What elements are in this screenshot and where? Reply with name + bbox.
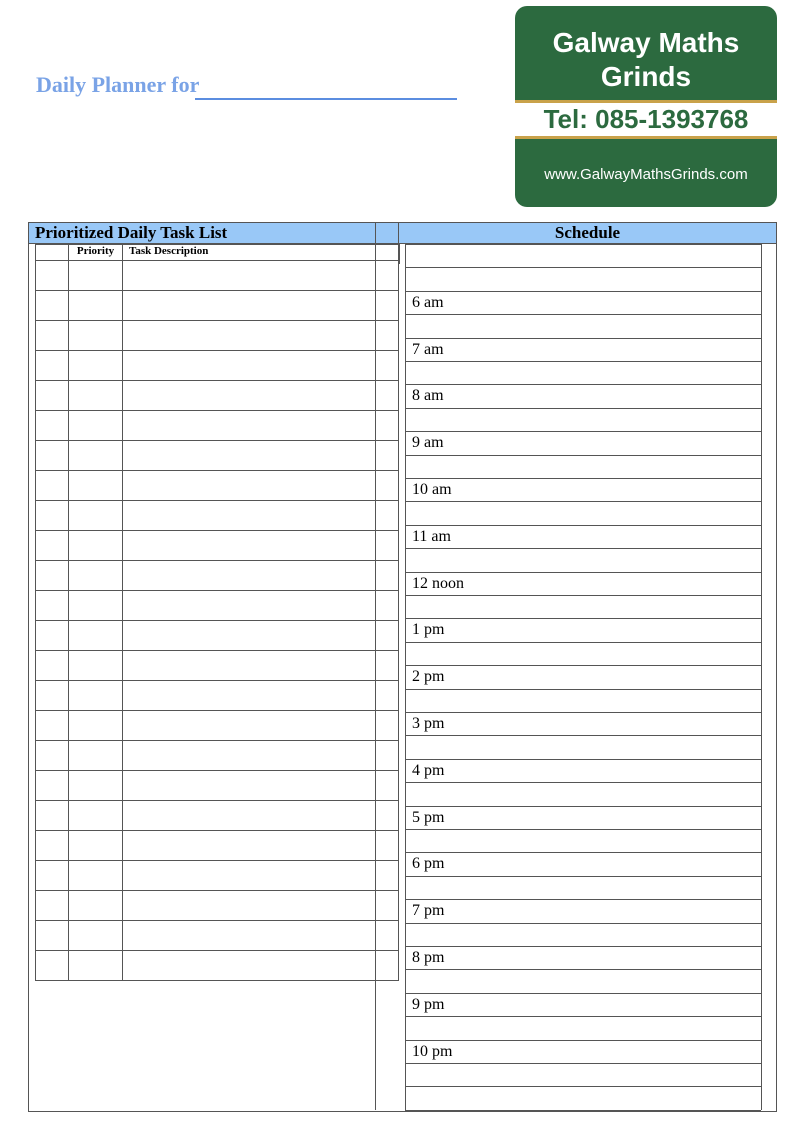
task-table-body — [36, 261, 399, 981]
task-priority-cell[interactable] — [69, 321, 123, 351]
task-check-cell[interactable] — [36, 561, 69, 591]
task-check-cell[interactable] — [36, 891, 69, 921]
task-check-cell[interactable] — [36, 351, 69, 381]
task-description-cell[interactable] — [123, 891, 376, 921]
task-row — [36, 351, 399, 381]
task-priority-cell[interactable] — [69, 831, 123, 861]
task-spacer-cell[interactable] — [376, 561, 399, 591]
divider-line — [399, 244, 400, 264]
task-spacer-cell[interactable] — [376, 771, 399, 801]
schedule-slot[interactable] — [405, 712, 761, 735]
schedule-slot[interactable] — [405, 338, 761, 361]
task-description-cell[interactable] — [123, 831, 376, 861]
task-description-cell[interactable] — [123, 411, 376, 441]
task-row — [36, 501, 399, 531]
task-spacer-cell[interactable] — [376, 861, 399, 891]
task-description-cell[interactable] — [123, 531, 376, 561]
task-check-cell[interactable] — [36, 501, 69, 531]
task-priority-cell[interactable] — [69, 351, 123, 381]
schedule-slot[interactable] — [405, 689, 761, 712]
task-spacer-cell[interactable] — [376, 831, 399, 861]
schedule-time-label: 12 noon — [412, 574, 464, 592]
schedule-time-label: 10 pm — [412, 1042, 453, 1060]
schedule-slot[interactable] — [405, 782, 761, 805]
task-spacer-cell[interactable] — [376, 651, 399, 681]
schedule-time-label: 8 pm — [412, 949, 445, 966]
logo-name-line1: Galway Maths — [552, 27, 740, 58]
task-row — [36, 891, 399, 921]
task-description-cell[interactable] — [123, 711, 376, 741]
task-check-cell[interactable] — [36, 651, 69, 681]
task-row — [36, 801, 399, 831]
task-check-cell[interactable] — [36, 591, 69, 621]
task-description-cell[interactable] — [123, 441, 376, 471]
task-table-header-row — [36, 245, 399, 261]
task-spacer-cell[interactable] — [376, 261, 399, 291]
task-description-cell[interactable] — [123, 561, 376, 591]
schedule-slot[interactable] — [405, 946, 761, 969]
task-check-cell[interactable] — [36, 831, 69, 861]
task-row — [36, 771, 399, 801]
task-row — [36, 861, 399, 891]
page-title: Daily Planner for — [36, 72, 200, 97]
schedule-slot[interactable] — [405, 361, 761, 384]
col-priority-header: Priority — [69, 245, 123, 261]
task-check-cell[interactable] — [36, 951, 69, 981]
task-description-cell[interactable] — [123, 621, 376, 651]
task-priority-cell[interactable] — [69, 651, 123, 681]
schedule-time-label: 10 am — [412, 481, 452, 498]
col-description-header: Task Description — [123, 245, 376, 261]
schedule-time-label: 9 am — [412, 434, 444, 452]
task-row — [36, 321, 399, 351]
task-check-cell[interactable] — [36, 411, 69, 441]
schedule-header: Schedule — [398, 222, 777, 244]
schedule-slot[interactable] — [405, 735, 761, 758]
task-row — [36, 951, 399, 981]
schedule-slot[interactable] — [405, 618, 761, 641]
task-priority-cell[interactable] — [69, 591, 123, 621]
task-priority-cell[interactable] — [69, 621, 123, 651]
schedule-slot[interactable] — [405, 501, 761, 524]
schedule-slot[interactable] — [405, 525, 761, 548]
name-fill-line[interactable] — [195, 98, 457, 100]
schedule-slots — [405, 244, 762, 1110]
task-check-cell[interactable] — [36, 741, 69, 771]
schedule-slot[interactable] — [405, 806, 761, 829]
schedule-slot[interactable] — [405, 899, 761, 922]
task-spacer-cell[interactable] — [376, 711, 399, 741]
schedule-slot[interactable] — [405, 1086, 761, 1109]
task-list-header: Prioritized Daily Task List — [28, 222, 376, 244]
task-row — [36, 261, 399, 291]
task-description-cell[interactable] — [123, 741, 376, 771]
task-priority-cell[interactable] — [69, 561, 123, 591]
task-description-cell[interactable] — [123, 951, 376, 981]
schedule-right-border — [761, 244, 762, 1110]
schedule-slot[interactable] — [405, 408, 761, 431]
task-priority-cell[interactable] — [69, 291, 123, 321]
schedule-slot[interactable] — [405, 548, 761, 571]
task-description-cell[interactable] — [123, 351, 376, 381]
col-spacer-header — [376, 245, 399, 261]
task-check-cell[interactable] — [36, 291, 69, 321]
schedule-time-label: 11 am — [412, 527, 451, 545]
schedule-time-label: 6 pm — [412, 855, 445, 873]
task-spacer-cell[interactable] — [376, 801, 399, 831]
task-spacer-cell[interactable] — [376, 471, 399, 501]
task-row — [36, 381, 399, 411]
schedule-slot[interactable] — [405, 572, 761, 595]
task-description-cell[interactable] — [123, 681, 376, 711]
task-description-cell[interactable] — [123, 381, 376, 411]
task-check-cell[interactable] — [36, 441, 69, 471]
task-row — [36, 561, 399, 591]
task-priority-cell[interactable] — [69, 501, 123, 531]
task-priority-cell[interactable] — [69, 801, 123, 831]
schedule-slot[interactable] — [405, 829, 761, 852]
task-priority-cell[interactable] — [69, 471, 123, 501]
task-priority-cell[interactable] — [69, 921, 123, 951]
task-priority-cell[interactable] — [69, 261, 123, 291]
task-row — [36, 711, 399, 741]
schedule-slot[interactable] — [405, 759, 761, 782]
schedule-slot[interactable] — [405, 244, 761, 267]
task-description-cell[interactable] — [123, 801, 376, 831]
schedule-time-label: 7 am — [412, 340, 444, 358]
schedule-time-label: 5 pm — [412, 808, 445, 826]
task-priority-cell[interactable] — [69, 771, 123, 801]
task-spacer-cell[interactable] — [376, 441, 399, 471]
schedule-slot[interactable] — [405, 455, 761, 478]
schedule-slot[interactable] — [405, 384, 761, 407]
task-check-cell[interactable] — [36, 861, 69, 891]
task-spacer-cell[interactable] — [376, 591, 399, 621]
task-row — [36, 921, 399, 951]
task-spacer-cell[interactable] — [376, 681, 399, 711]
schedule-time-label: 6 am — [412, 293, 444, 311]
task-spacer-cell[interactable] — [376, 381, 399, 411]
spacer-header — [375, 222, 399, 244]
schedule-time-label: 4 pm — [412, 761, 445, 779]
task-description-cell[interactable] — [123, 771, 376, 801]
task-spacer-cell[interactable] — [376, 741, 399, 771]
task-row — [36, 621, 399, 651]
task-description-cell[interactable] — [123, 291, 376, 321]
task-check-cell[interactable] — [36, 681, 69, 711]
task-check-cell[interactable] — [36, 921, 69, 951]
schedule-end-line — [405, 1110, 761, 1111]
task-row — [36, 831, 399, 861]
task-description-cell[interactable] — [123, 651, 376, 681]
schedule-slot[interactable] — [405, 431, 761, 454]
task-check-cell[interactable] — [36, 381, 69, 411]
task-check-cell[interactable] — [36, 321, 69, 351]
task-priority-cell[interactable] — [69, 861, 123, 891]
schedule-slot[interactable] — [405, 1040, 761, 1063]
task-spacer-cell[interactable] — [376, 291, 399, 321]
task-priority-cell[interactable] — [69, 681, 123, 711]
task-row — [36, 411, 399, 441]
task-spacer-cell[interactable] — [376, 621, 399, 651]
task-priority-cell[interactable] — [69, 951, 123, 981]
task-spacer-cell[interactable] — [376, 891, 399, 921]
task-row — [36, 471, 399, 501]
schedule-slot[interactable] — [405, 267, 761, 290]
task-priority-cell[interactable] — [69, 441, 123, 471]
task-row — [36, 291, 399, 321]
logo-name — [515, 26, 777, 94]
task-description-cell[interactable] — [123, 261, 376, 291]
task-description-cell[interactable] — [123, 501, 376, 531]
task-spacer-cell[interactable] — [376, 921, 399, 951]
task-row — [36, 651, 399, 681]
logo-phone: Tel: 085-1393768 — [515, 100, 777, 139]
task-priority-cell[interactable] — [69, 711, 123, 741]
task-priority-cell[interactable] — [69, 531, 123, 561]
schedule-slot[interactable] — [405, 1016, 761, 1039]
task-row — [36, 531, 399, 561]
task-priority-cell[interactable] — [69, 411, 123, 441]
task-check-cell[interactable] — [36, 621, 69, 651]
task-check-cell[interactable] — [36, 531, 69, 561]
task-check-cell[interactable] — [36, 261, 69, 291]
task-row — [36, 591, 399, 621]
schedule-time-label: 3 pm — [412, 715, 445, 732]
task-row — [36, 441, 399, 471]
task-description-cell[interactable] — [123, 321, 376, 351]
logo-name-line2: Grinds — [600, 61, 692, 92]
task-check-cell[interactable] — [36, 801, 69, 831]
task-spacer-cell[interactable] — [376, 501, 399, 531]
schedule-slot[interactable] — [405, 642, 761, 665]
schedule-time-label: 7 pm — [412, 902, 445, 920]
divider-line — [375, 244, 376, 1110]
col-check-header — [36, 245, 69, 261]
schedule-slot[interactable] — [405, 969, 761, 992]
schedule-slot[interactable] — [405, 876, 761, 899]
task-description-cell[interactable] — [123, 921, 376, 951]
logo-website: www.GalwayMathsGrinds.com — [544, 166, 748, 183]
task-spacer-cell[interactable] — [376, 951, 399, 981]
task-row — [36, 741, 399, 771]
schedule-slot[interactable] — [405, 993, 761, 1016]
schedule-slot[interactable] — [405, 291, 761, 314]
task-spacer-cell[interactable] — [376, 531, 399, 561]
task-description-cell[interactable] — [123, 861, 376, 891]
task-row — [36, 681, 399, 711]
task-table — [35, 244, 399, 981]
task-check-cell[interactable] — [36, 471, 69, 501]
task-priority-cell[interactable] — [69, 891, 123, 921]
schedule-time-label: 8 am — [412, 387, 444, 405]
schedule-slot[interactable] — [405, 478, 761, 501]
schedule-time-label: 9 pm — [412, 995, 445, 1013]
schedule-slot[interactable] — [405, 314, 761, 337]
schedule-slot[interactable] — [405, 665, 761, 688]
task-spacer-cell[interactable] — [376, 411, 399, 441]
logo — [515, 6, 777, 207]
schedule-slot[interactable] — [405, 1063, 761, 1086]
task-check-cell[interactable] — [36, 771, 69, 801]
schedule-time-label: 2 pm — [412, 668, 445, 686]
task-description-cell[interactable] — [123, 471, 376, 501]
task-priority-cell[interactable] — [69, 741, 123, 771]
schedule-slot[interactable] — [405, 923, 761, 946]
task-check-cell[interactable] — [36, 711, 69, 741]
task-spacer-cell[interactable] — [376, 351, 399, 381]
task-spacer-cell[interactable] — [376, 321, 399, 351]
schedule-time-label: 1 pm — [412, 621, 445, 639]
schedule-slot[interactable] — [405, 595, 761, 618]
task-priority-cell[interactable] — [69, 381, 123, 411]
task-description-cell[interactable] — [123, 591, 376, 621]
schedule-slot[interactable] — [405, 852, 761, 875]
